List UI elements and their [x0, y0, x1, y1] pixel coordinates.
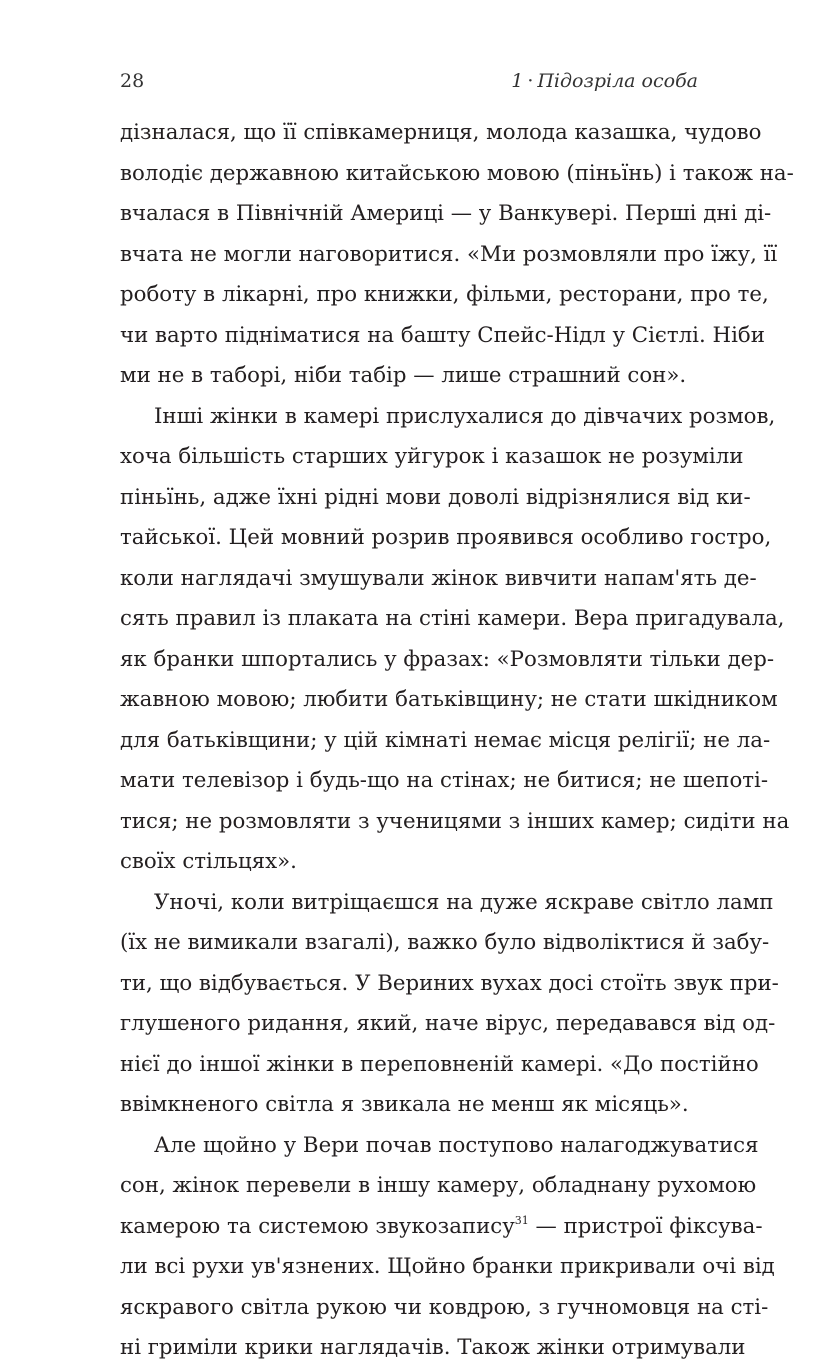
text-line: ти, що відбувається. У Вериних вухах досі стоїть звук при- [120, 970, 779, 996]
text-line: дізналася, що її співкамерниця, молода казашка, чудово [120, 120, 762, 145]
text-line-with-footnote [120, 1207, 763, 1248]
text-line: ввімкненого світла я звикала не менш як місяць». [120, 1092, 689, 1117]
chapter-title: Підозріла особа [537, 70, 698, 92]
text-line: яскравого світла рукою чи ковдрою, з гучномовця на сті- [120, 1294, 769, 1320]
chapter-number: 1 [511, 70, 524, 92]
text-line: тися; не розмовляти з ученицями з інших камер; сидіти на [120, 808, 790, 834]
chapter-separator: · [527, 70, 534, 92]
text-line: ми не в таборі, ніби табір — лише страшний сон». [120, 363, 687, 388]
text-line: сять правил із плаката на стіні камери. Вера пригадувала, [120, 606, 785, 631]
text-fragment: камерою та системою звукозапису [120, 1213, 515, 1239]
text-line: жавною мовою; любити батьківщину; не стати шкідником [120, 687, 778, 712]
text-line: своїх стільцях». [120, 849, 297, 874]
text-line: вчалася в Північній Америці — у Ванкувері. Перші дні ді- [120, 201, 772, 226]
chapter-heading [511, 70, 698, 92]
text-line: для батьківщини; у цій кімнаті немає місця релігії; не ла- [120, 727, 771, 753]
text-line: Але щойно у Вери почав поступово налагоджуватися [154, 1132, 759, 1158]
text-fragment: — пристрої фіксува- [535, 1213, 763, 1239]
text-line: вчата не могли наговоритися. «Ми розмовляли про їжу, її [120, 241, 778, 267]
text-line: (їх не вимикали взагалі), важко було відволіктися й забу- [120, 930, 770, 955]
footnote-reference[interactable]: 31 [514, 1213, 529, 1227]
text-line: коли наглядачі змушували жінок вивчити напам'ять де- [120, 565, 757, 591]
text-line: глушеного ридання, який, наче вірус, передавався від од- [120, 1011, 776, 1036]
text-line: як бранки шпортались у фразах: «Розмовляти тільки дер- [120, 646, 775, 672]
text-line: ні гриміли крики наглядачів. Також жінки отримували [120, 1335, 746, 1360]
text-line: тайської. Цей мовний розрив проявився особливо гостро, [120, 525, 772, 550]
text-line: нієї до іншої жінки в переповненій камері. «До постійно [120, 1051, 759, 1077]
body-text [120, 113, 794, 1369]
text-line: роботу в лікарні, про книжки, фільми, ресторани, про те, [120, 282, 769, 307]
text-line: сон, жінок перевели в іншу камеру, обладнану рухомою [120, 1173, 757, 1198]
text-line: піньїнь, адже їхні рідні мови доволі відрізнялися від ки- [120, 484, 751, 510]
text-line: чи варто підніматися на башту Спейс-Нідл у Сієтлі. Ніби [120, 322, 765, 348]
text-line: хоча більшість старших уйгурок і казашок не розуміли [120, 444, 744, 469]
text-line: Уночі, коли витріщаєшся на дуже яскраве світло ламп [154, 889, 774, 915]
running-head [120, 70, 698, 94]
text-line: Інші жінки в камері прислухалися до дівчачих розмов, [154, 403, 776, 429]
text-line: володіє державною китайською мовою (піньїнь) і також на- [120, 160, 794, 186]
text-line: ли всі рухи ув'язнених. Щойно бранки прикривали очі від [120, 1254, 775, 1279]
text-line: мати телевізор і будь-що на стінах; не битися; не шепоті- [120, 768, 769, 793]
page-number: 28 [120, 70, 145, 92]
